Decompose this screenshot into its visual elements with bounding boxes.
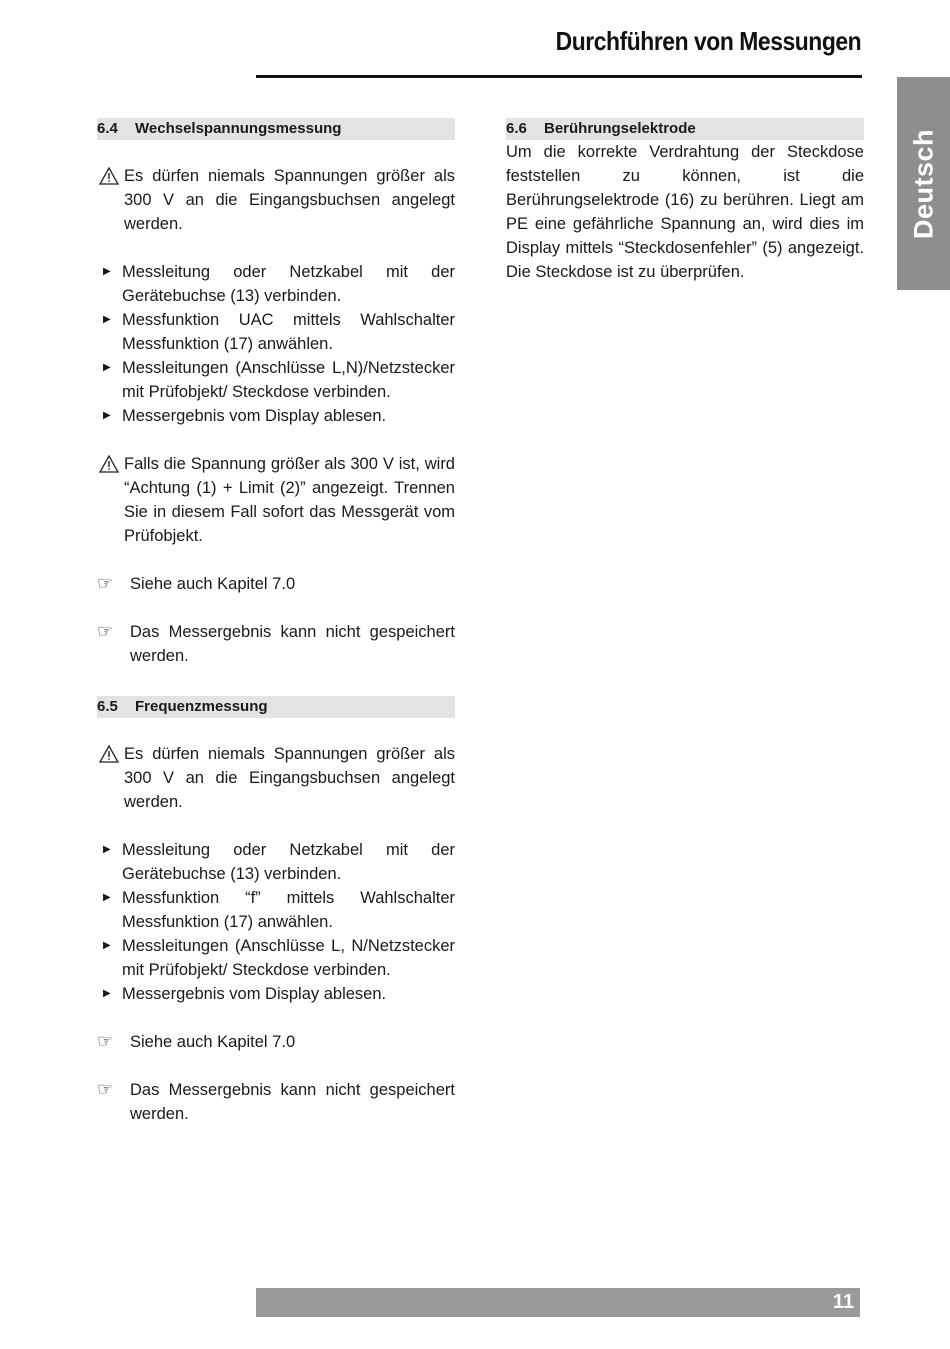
list-item: ▶ Messergebnis vom Display ablesen. — [97, 404, 455, 428]
section-heading-6-4 — [97, 118, 455, 140]
section-heading-6-5 — [97, 696, 455, 718]
arrow-bullet-icon: ▶ — [103, 266, 111, 277]
note-paragraph: ☞ Siehe auch Kapitel 7.0 — [97, 573, 296, 593]
arrow-bullet-icon: ▶ — [103, 314, 111, 325]
arrow-bullet-icon: ▶ — [103, 362, 111, 373]
section-number: 6.5 — [97, 698, 118, 715]
note-paragraph: ☞ Das Messergebnis kann nicht gespeichert werden. — [97, 1079, 455, 1123]
warning-triangle-icon — [99, 742, 119, 763]
note-paragraph: ☞ Das Messergebnis kann nicht gespeichert werden. — [97, 621, 455, 665]
pointing-hand-icon: ☞ — [97, 621, 114, 641]
list-item: ▶ Messergebnis vom Display ablesen. — [97, 982, 455, 1006]
section-number: 6.4 — [97, 120, 118, 137]
warning-triangle-icon — [99, 164, 119, 185]
warning-paragraph: Falls die Spannung größer als 300 V ist, wird “Achtung (1) + Limit (2)” angezeigt. Trennen Sie in diesem Fall sofort das Messgerät vom Prüfobjekt. — [97, 452, 455, 548]
list-item: ▶ Messleitung oder Netzkabel mit der Gerätebuchse (13) verbinden. — [97, 838, 455, 886]
right-column — [506, 118, 864, 284]
page-number: 11 — [832, 1291, 854, 1313]
note-paragraph: ☞ Siehe auch Kapitel 7.0 — [97, 1031, 296, 1051]
title-rule — [256, 75, 862, 78]
language-tab-label: Deutsch — [908, 128, 938, 239]
section-title: Berührungselektrode — [544, 120, 696, 137]
list-item: ▶ Messleitung oder Netzkabel mit der Gerätebuchse (13) verbinden. — [97, 260, 455, 308]
pointing-hand-icon: ☞ — [97, 1031, 114, 1051]
list-item: ▶ Messleitungen (Anschlüsse L, N/Netzstecker mit Prüfobjekt/ Steckdose verbinden. — [97, 934, 455, 982]
page-title: Durchführen von Messungen — [555, 26, 861, 56]
warning-paragraph: Es dürfen niemals Spannungen größer als 300 V an die Eingangsbuchsen angelegt werden. — [97, 164, 455, 236]
arrow-bullet-icon: ▶ — [103, 892, 111, 903]
arrow-bullet-icon: ▶ — [103, 410, 111, 421]
section-title: Wechselspannungsmessung — [135, 120, 342, 137]
language-tab — [897, 77, 950, 290]
pointing-hand-icon: ☞ — [97, 573, 114, 593]
list-item: ▶ Messfunktion “f” mittels Wahlschalter Messfunktion (17) anwählen. — [97, 886, 455, 934]
footer-bar — [256, 1288, 860, 1317]
warning-paragraph: Es dürfen niemals Spannungen größer als 300 V an die Eingangsbuchsen angelegt werden. — [97, 742, 455, 814]
list-item: ▶ Messfunktion UAC mittels Wahlschalter Messfunktion (17) anwählen. — [97, 308, 455, 356]
arrow-bullet-icon: ▶ — [103, 844, 111, 855]
list-item: ▶ Messleitungen (Anschlüsse L,N)/Netzstecker mit Prüfobjekt/ Steckdose verbinden. — [97, 356, 455, 404]
arrow-bullet-icon: ▶ — [103, 940, 111, 951]
section-number: 6.6 — [506, 120, 527, 137]
warning-triangle-icon — [99, 452, 119, 473]
pointing-hand-icon: ☞ — [97, 1079, 114, 1099]
section-heading-6-6 — [506, 118, 864, 140]
arrow-bullet-icon: ▶ — [103, 988, 111, 999]
section-title: Frequenzmessung — [135, 698, 268, 715]
body-paragraph: Um die korrekte Verdrahtung der Steckdose feststellen zu können, ist die Berührungselektrode (16) zu berühren. Liegt am PE eine gefährliche Spannung an, wird dies im Display mittels “Steckdosenfehler” (5) angezeigt. Die Steckdose ist zu überprüfen. — [506, 143, 864, 281]
left-column — [97, 118, 455, 1126]
